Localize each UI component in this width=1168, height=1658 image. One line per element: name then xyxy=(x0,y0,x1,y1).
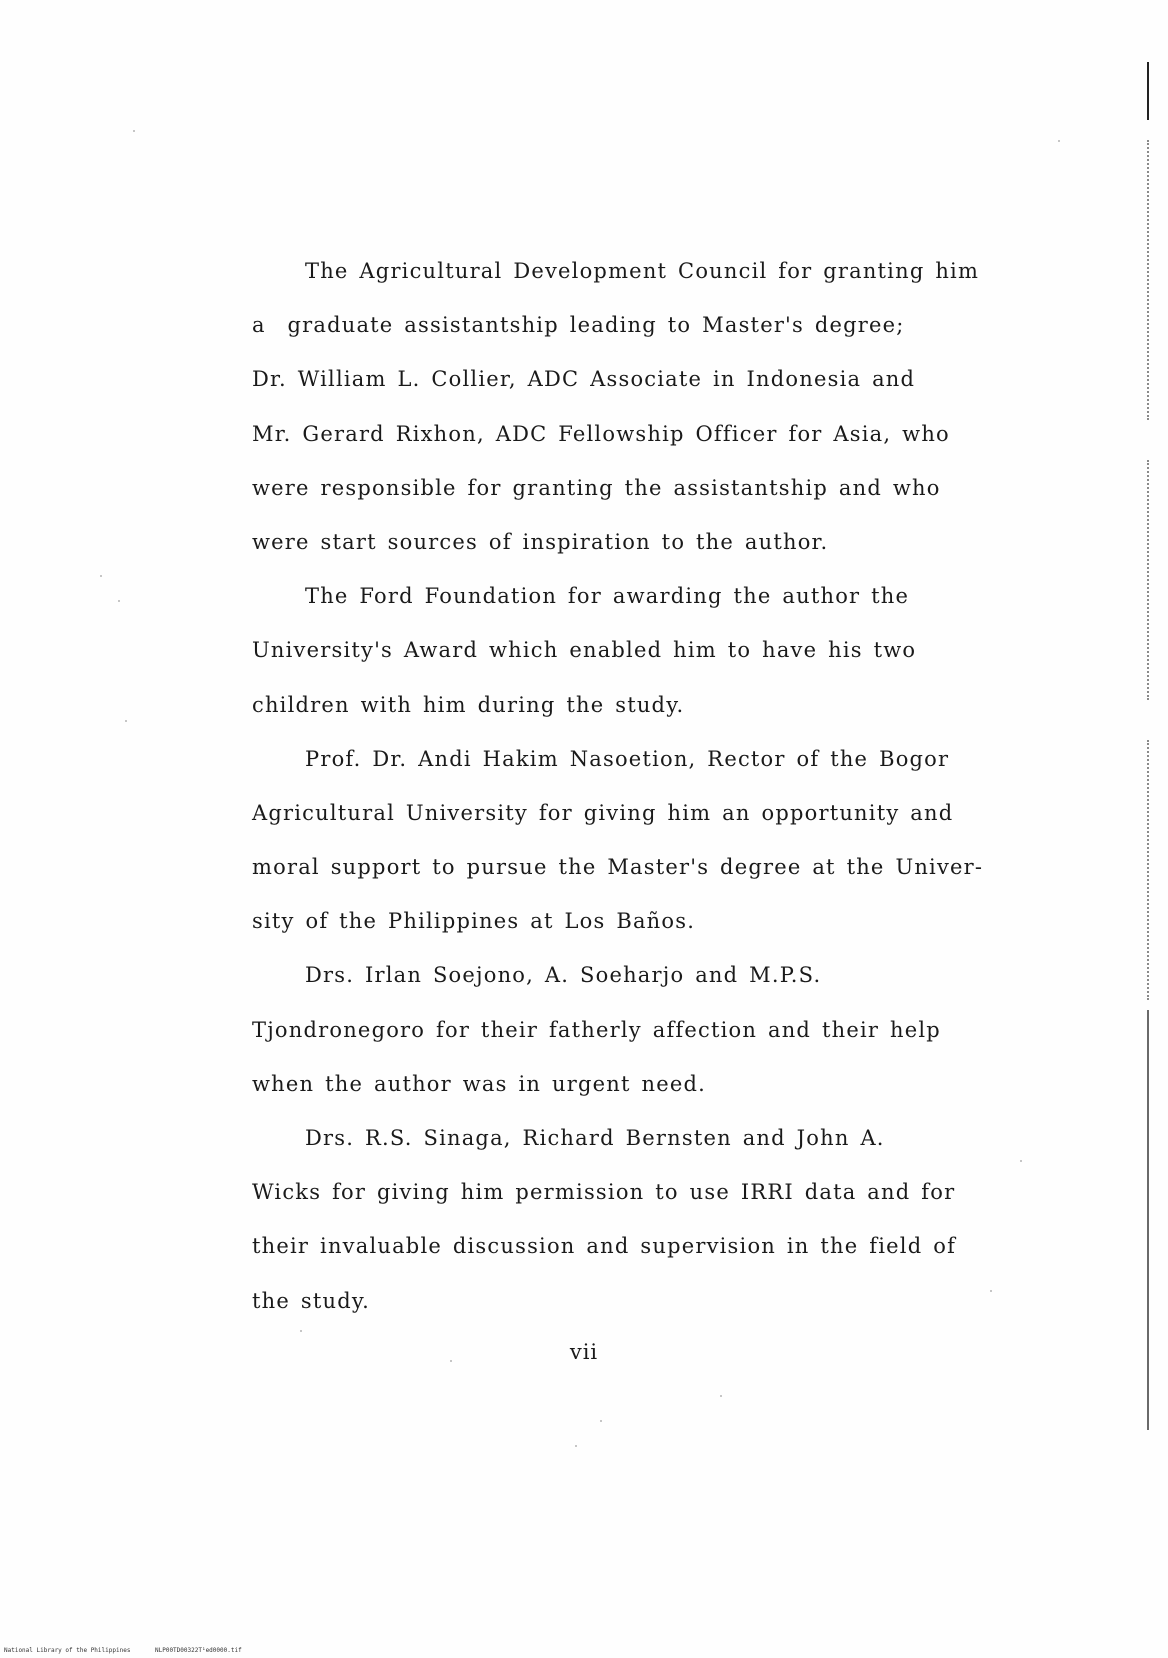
text-line: Drs. Irlan Soejono, A. Soeharjo and M.P.S. xyxy=(305,963,822,988)
scan-speck xyxy=(1020,1160,1022,1162)
scan-speck xyxy=(118,600,120,602)
binding-edge-dots xyxy=(1147,740,1149,1000)
scan-speck xyxy=(133,130,135,132)
scan-speck xyxy=(1058,140,1060,142)
text-line: were responsible for granting the assistantship and who xyxy=(252,475,941,500)
text-line: The Agricultural Development Council for granting him xyxy=(305,259,980,283)
binding-edge-line xyxy=(1147,1010,1149,1430)
text-line: Wicks for giving him permission to use IRRI data and for xyxy=(252,1180,956,1205)
text-line: Drs. R.S. Sinaga, Richard Bernsten and John A. xyxy=(305,1126,885,1150)
text-line: the study. xyxy=(252,1288,371,1313)
text-line: when the author was in urgent need. xyxy=(252,1071,706,1096)
binding-edge-mark xyxy=(1147,62,1149,120)
acknowledgments-body xyxy=(252,244,1012,1328)
scan-speck xyxy=(600,1420,602,1422)
scan-speck xyxy=(100,575,102,577)
text-line: The Ford Foundation for awarding the author the xyxy=(305,584,910,609)
text-line: Tjondronegoro for their fatherly affection and their help xyxy=(252,1017,941,1042)
text-line: Dr. William L. Collier, ADC Associate in Indonesia and xyxy=(252,367,916,392)
binding-edge-dots xyxy=(1147,140,1149,420)
scan-speck xyxy=(575,1445,577,1447)
footer-library-credit: National Library of the Philippines xyxy=(4,1647,131,1654)
text-line: sity of the Philippines at Los Baños. xyxy=(252,909,696,934)
footer-file-name: NLP00TD00322T¹ed0000.tif xyxy=(155,1647,242,1654)
page-number: vii xyxy=(569,1340,599,1364)
scan-speck xyxy=(720,1395,722,1397)
text-line: moral support to pursue the Master's degree at the Univer- xyxy=(252,855,984,880)
text-line: Mr. Gerard Rixhon, ADC Fellowship Officer for Asia, who xyxy=(252,421,950,446)
scan-speck xyxy=(125,720,127,722)
text-line: a graduate assistantship leading to Master's degree; xyxy=(252,313,905,338)
text-line: were start sources of inspiration to the author. xyxy=(252,529,829,554)
text-line: children with him during the study. xyxy=(252,692,685,717)
scan-speck xyxy=(300,1330,302,1332)
text-line: University's Award which enabled him to have his two xyxy=(252,638,917,663)
text-line: Agricultural University for giving him an opportunity and xyxy=(252,800,954,825)
text-line: their invaluable discussion and supervision in the field of xyxy=(252,1234,957,1259)
text-line: Prof. Dr. Andi Hakim Nasoetion, Rector of the Bogor xyxy=(305,746,950,771)
binding-edge-dots xyxy=(1147,460,1149,700)
